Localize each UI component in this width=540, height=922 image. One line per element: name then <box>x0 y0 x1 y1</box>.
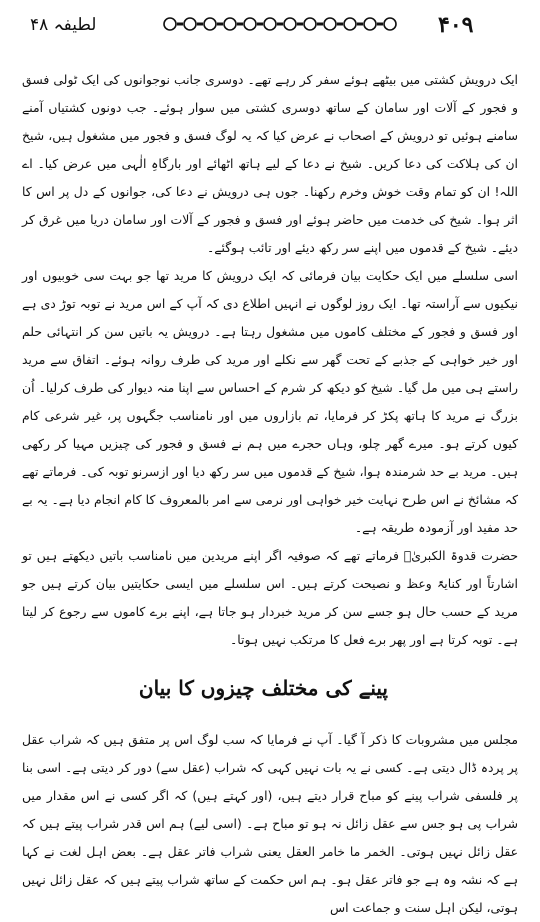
chapter-label: لطیفہ ۴۸ <box>30 15 97 35</box>
section-heading: پینے کی مختلف چیزوں کا بیان <box>138 676 388 700</box>
paragraph-2: اسی سلسلے میں ایک حکایت بیان فرمائی کہ ایک درویش کا مرید تھا جو بہت سی خوبیوں اور نیکیوں سے آراستہ تھا۔ ایک روز لوگوں نے انہیں اطلاع دی کہ آپ کے اس مرید نے توبہ توڑ دی ہے اور فسق و فجور کے مختلف کاموں میں مشغول رہتا ہے۔ درویش یہ باتیں سن کر انتہائی حلم اور خیر خواہی کے جذبے کے تحت گھر سے نکلے اور مرید کی طرف روانہ ہوئے۔ اتفاق سے مرید راستے ہی میں مل گیا۔ شیخ کو دیکھ کر شرم کے احساس سے اپنا منہ دیوار کی طرف کرلیا۔ اُن بزرگ نے مرید کا ہاتھ پکڑ کر فرمایا، تم بازاروں میں اور نامناسب جگہوں پر، غیر شرعی کام کیوں کرتے ہو۔ میرے گھر چلو، وہاں حجرے میں ہم نے فسق و فجور کی چیزیں مہیا کر رکھی ہیں۔ مرید بے حد شرمندہ ہوا، شیخ کے قدموں میں سر رکھ دیا اور ازسرنو توبہ کی۔ فرماتے تھے کہ مشائخ نے اس طرح نہایت خیر خواہی اور نرمی سے امر بالمعروف کا کام انجام دیا ہے۔ یہ بے حد مفید اور آزمودہ طریقہ ہے۔ <box>22 268 518 535</box>
page-number: ۴۰۹ <box>438 12 474 38</box>
page-body <box>22 66 518 922</box>
ornament-border <box>160 12 400 36</box>
paragraph-3: حضرت قدوۃ الکبریٰؒ فرماتے تھے کہ صوفیہ اگر اپنے مریدین میں نامناسب باتیں دیکھتے ہیں تو اشارتاً اور کنایۃً وعظ و نصیحت کرتے ہیں۔ اس سلسلے میں ایسی حکایتیں بیان کرتے ہیں جو مرید کے حسب حال ہو جسے سن کر مرید خبردار ہو جاتا ہے، اپنے برے کاموں سے رجوع کر لیتا ہے۔ توبہ کرتا ہے اور پھر برے فعل کا مرتکب نہیں ہوتا۔ <box>22 548 518 647</box>
paragraph-1: ایک درویش کشتی میں بیٹھے ہوئے سفر کر رہے تھے۔ دوسری جانب نوجوانوں کی ایک ٹولی فسق و فجور کے آلات اور سامان کے ساتھ دوسری کشتی میں سوار ہوئے۔ جب دونوں کشتیاں آمنے سامنے ہوئیں تو درویش کے اصحاب نے عرض کیا کہ یہ لوگ فسق و فجور میں مشغول ہیں، شیخ ان کی ہلاکت کی دعا کریں۔ شیخ نے دعا کے لیے ہاتھ اٹھائے اور بارگاہِ الٰہی میں عرض کیا۔ اے اللہ! ان کو تمام وقت خوش وخرم رکھنا۔ جوں ہی درویش نے دعا کی، جوانوں کے دل پر اس کا اثر ہوا۔ شیخ کی خدمت میں حاضر ہوئے اور فسق و فجور کے آلات اور سامان دریا میں غرق کر دیئے۔ شیخ کے قدموں میں اپنے سر رکھ دیئے اور تائب ہوگئے۔ <box>22 72 518 255</box>
section-paragraph-1: مجلس میں مشروبات کا ذکر آ گیا۔ آپ نے فرمایا کہ سب لوگ اس پر متفق ہیں کہ شراب عقل پر پردہ ڈال دیتی ہے۔ کسی نے یہ بات نہیں کہی کہ شراب (عقل سے) دور کر دیتی ہے۔ اسی بنا پر فلسفی شراب پینے کو مباح قرار دیتے ہیں، (اور کہتے ہیں) کہ اگر کسی نے اس مقدار میں شراب پی ہو جس سے عقل زائل نہ ہو تو مباح ہے۔ (اسی لیے) ہم اس قدر شراب پیتے ہیں کہ عقل زائل نہیں ہوتی۔ الخمر ما خامر العقل یعنی شراب فاتر عقل ہے۔ بعض اہل لغت نے کہا ہے کہ نشہ وہ ہے جو فاتر عقل ہو۔ ہم اس حکمت کے ساتھ شراب پیتے ہیں کہ عقل زائل نہیں ہوتی، لیکن اہل سنت و جماعت اس <box>22 732 518 915</box>
page-header <box>0 0 540 40</box>
